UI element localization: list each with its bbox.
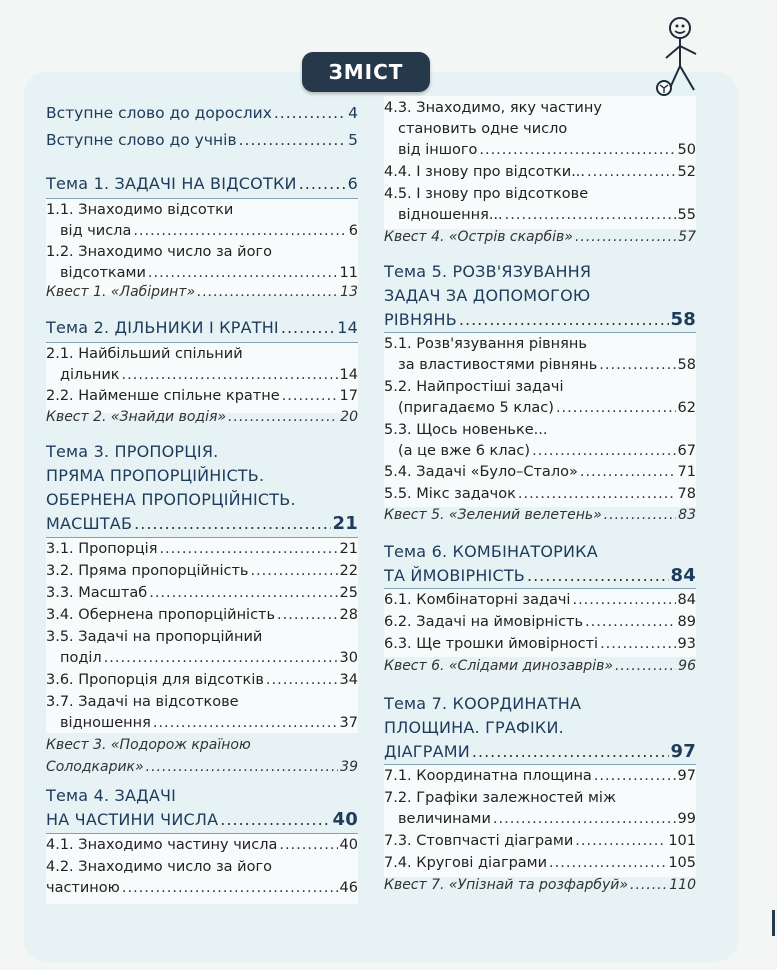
toc-theme-2[interactable]: Тема 2. ДІЛЬНИКИ І КРАТНІ ..... 14 [46,316,358,340]
toc-quest-5[interactable]: Квест 5. «Зелений велетень» ..... 83 [384,507,696,528]
page-edge-mark [772,910,775,936]
toc-theme-3[interactable]: Тема 3. ПРОПОРЦІЯ. ПРЯМА ПРОПОРЦІЙНІСТЬ. ОБЕРНЕНА ПРОПОРЦІЙНІСТЬ. МАСШТАБ ..... 21 [46,440,358,536]
page-title: ЗМІСТ [302,52,430,92]
toc-quest-4[interactable]: Квест 4. «Острів скарбів» ..... 57 [384,229,696,250]
toc-entry[interactable]: Вступне слово до дорослих ..... 4 [46,104,358,128]
toc-quest-3-cont[interactable]: Солодкарик» ..... 39 [46,759,358,780]
toc-theme-6[interactable]: Тема 6. КОМБІНАТОРИКА ТА ЙМОВІРНІСТЬ ..... 84 [384,540,696,588]
toc-quest-1[interactable]: Квест 1. «Лабіринт» ..... 13 [46,284,358,305]
toc-theme-4[interactable]: Тема 4. ЗАДАЧІ НА ЧАСТИНИ ЧИСЛА ..... 40 [46,784,358,832]
toc-theme-5[interactable]: Тема 5. РОЗВ'ЯЗУВАННЯ ЗАДАЧ ЗА ДОПОМОГОЮ РІВНЯНЬ ..... 58 [384,260,696,332]
toc-quest-3[interactable]: Квест 3. «Подорож країною [46,737,251,753]
toc-quest-6[interactable]: Квест 6. «Слідами динозаврів» ..... 96 [384,658,696,679]
toc-quest-7[interactable]: Квест 7. «Упізнай та розфарбуй» ..... 110 [384,877,696,898]
toc-theme-7[interactable]: Тема 7. КООРДИНАТНА ПЛОЩИНА. ГРАФІКИ. ДІАГРАМИ ..... 97 [384,692,696,764]
stick-figure-with-ball-icon [650,14,712,100]
toc-theme-1[interactable]: Тема 1. ЗАДАЧІ НА ВІДСОТКИ ..... 6 [46,172,358,196]
toc-entry[interactable]: Вступне слово до учнів ..... 5 [46,131,358,155]
toc-quest-2[interactable]: Квест 2. «Знайди водія» ..... 20 [46,409,358,430]
